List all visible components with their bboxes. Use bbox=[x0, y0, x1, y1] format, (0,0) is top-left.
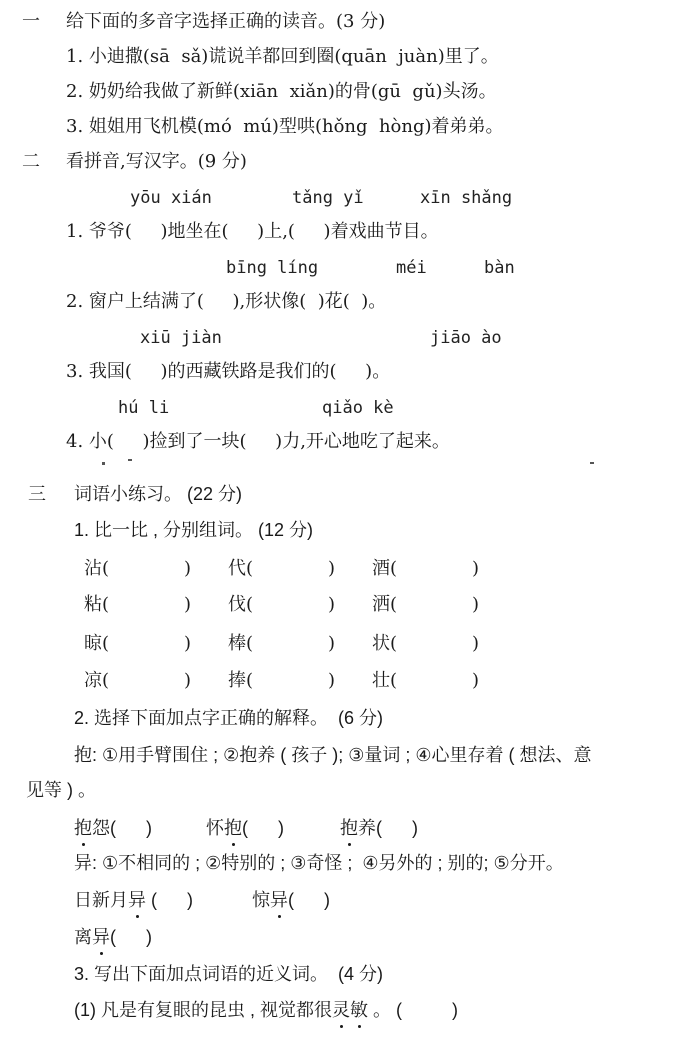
word-cell: 晾( ) bbox=[84, 633, 192, 654]
yi-word-3: 离异( ) bbox=[74, 927, 152, 947]
section-1-title: 给下面的多音字选择正确的读音。(3 分) bbox=[66, 11, 386, 32]
section-3-number: 三 bbox=[28, 484, 46, 504]
pinyin-qiaoke: qiǎo kè bbox=[322, 398, 394, 418]
pinyin-xiujian: xiū jiàn bbox=[140, 328, 222, 348]
pinyin-huli: hú li bbox=[118, 398, 170, 418]
bao-word-3: 抱养( ) bbox=[340, 818, 418, 838]
pinyin-bingling: bīng líng bbox=[226, 258, 319, 278]
scan-mark bbox=[590, 462, 594, 464]
pinyin-youxian: yōu xián bbox=[130, 188, 212, 208]
pinyin-tangyi: tǎng yǐ bbox=[292, 188, 364, 208]
subsection-1-title: 1. 比一比 , 分别组词。 (12 分) bbox=[74, 520, 314, 540]
pinyin-jiaoao: jiāo ào bbox=[430, 328, 502, 348]
section-2-number: 二 bbox=[22, 151, 40, 172]
bao-word-2: 怀抱( ) bbox=[206, 818, 284, 838]
section-1-item-3: 3. 姐姐用飞机模(mó mú)型哄(hǒng hòng)着弟弟。 bbox=[66, 116, 504, 137]
subsection-2-title: 2. 选择下面加点字正确的解释。 (6 分) bbox=[74, 708, 384, 728]
word-cell: 洒( ) bbox=[372, 594, 480, 615]
question-2-2: 2. 窗户上结满了( ),形状像( )花( )。 bbox=[66, 291, 387, 312]
yi-word-2: 惊异( ) bbox=[252, 890, 330, 910]
question-2-1: 1. 爷爷( )地坐在( )上,( )着戏曲节目。 bbox=[66, 221, 439, 242]
word-cell: 凉( ) bbox=[84, 670, 192, 691]
pinyin-ban: bàn bbox=[484, 258, 515, 278]
scan-mark bbox=[102, 462, 105, 465]
section-2-title: 看拼音,写汉字。(9 分) bbox=[66, 151, 247, 172]
yi-word-1: 日新月异 ( ) bbox=[74, 890, 193, 910]
word-cell: 代( ) bbox=[228, 558, 336, 579]
bao-word-1: 抱怨( ) bbox=[74, 818, 152, 838]
word-cell: 棒( ) bbox=[228, 633, 336, 654]
definition-bao-line-1: 抱: ①用手臂围住 ; ②抱养 ( 孩子 ); ③量词 ; ④心里存着 ( 想法、意 bbox=[74, 745, 592, 765]
section-3-title: 词语小练习。 (22 分) bbox=[74, 484, 243, 504]
pinyin-xinshang: xīn shǎng bbox=[420, 188, 513, 208]
word-cell: 状( ) bbox=[372, 633, 480, 654]
definition-yi: 异: ①不相同的 ; ②特别的 ; ③奇怪 ; ④另外的 ; 别的; ⑤分开。 bbox=[74, 853, 564, 873]
word-cell: 捧( ) bbox=[228, 670, 336, 691]
question-2-4: 4. 小( )捡到了一块( )力,开心地吃了起来。 bbox=[66, 431, 450, 452]
pinyin-mei: méi bbox=[396, 258, 427, 278]
synonym-question-1: (1) 凡是有复眼的昆虫 , 视觉都很灵敏 。 ( ) bbox=[74, 1000, 459, 1020]
word-cell: 酒( ) bbox=[372, 558, 480, 579]
section-1-number: 一 bbox=[22, 11, 40, 32]
word-cell: 伐( ) bbox=[228, 594, 336, 615]
word-cell: 沾( ) bbox=[84, 558, 192, 579]
scan-mark bbox=[128, 459, 132, 461]
word-cell: 壮( ) bbox=[372, 670, 480, 691]
word-cell: 粘( ) bbox=[84, 594, 192, 615]
section-1-item-2: 2. 奶奶给我做了新鲜(xiān xiǎn)的骨(gū gǔ)头汤。 bbox=[66, 81, 497, 102]
section-1-item-1: 1. 小迪撒(sā sǎ)谎说羊都回到圈(quān juàn)里了。 bbox=[66, 46, 499, 67]
subsection-3-title: 3. 写出下面加点词语的近义词。 (4 分) bbox=[74, 964, 384, 984]
question-2-3: 3. 我国( )的西藏铁路是我们的( )。 bbox=[66, 361, 391, 382]
definition-bao-line-2: 见等 ) 。 bbox=[26, 780, 96, 800]
